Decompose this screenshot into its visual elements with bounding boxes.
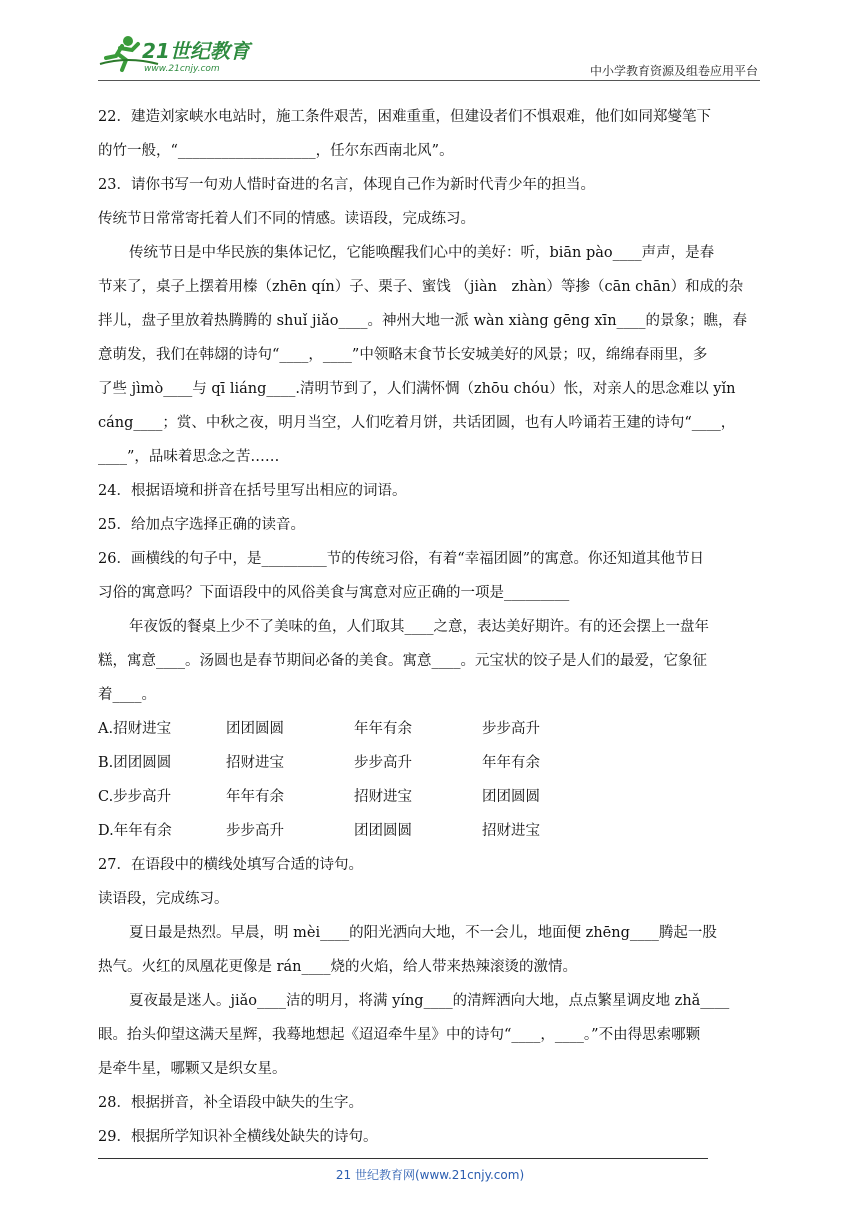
question-23: 23．请你书写一句劝人惜时奋进的名言，体现自己作为新时代青少年的担当。 xyxy=(98,177,595,193)
svg-text:www.21cnjy.com: www.21cnjy.com xyxy=(144,64,220,74)
question-26-line-2: 习俗的寓意吗？下面语段中的风俗美食与寓意对应正确的一项是_________ xyxy=(98,585,570,601)
document-body xyxy=(98,100,762,1154)
option-cell: C.步步高升 xyxy=(98,789,172,805)
passage-line: 着____。 xyxy=(98,687,156,703)
option-cell: 招财进宝 xyxy=(482,823,540,839)
passage-line: 夏夜最是迷人。jiǎo____洁的明月，将满 yíng____的清辉洒向大地，点点繁星调皮地 zhǎ____ xyxy=(129,993,730,1009)
passage-line: 传统节日是中华民族的集体记忆，它能唤醒我们心中的美好：听，biān pào____声声，是春 xyxy=(129,245,715,261)
passage-line: cáng____；赏、中秋之夜，明月当空，人们吃着月饼，共话团圆，也有人吟诵若王建的诗句“____， xyxy=(98,415,736,431)
passage-line: 眼。抬头仰望这满天星辉，我蓦地想起《迢迢牵牛星》中的诗句“____，____。”不由得思索哪颗 xyxy=(98,1027,701,1043)
option-c xyxy=(98,780,762,814)
option-cell: 年年有余 xyxy=(482,755,540,771)
passage-intro: 传统节日常常寄托着人们不同的情感。读语段，完成练习。 xyxy=(98,211,475,227)
question-22-line-1: 22．建造刘家峡水电站时，施工条件艰苦，困难重重，但建设者们不惧艰难，他们如同郑燮笔下 xyxy=(98,109,711,125)
option-d xyxy=(98,814,762,848)
footer-divider xyxy=(98,1158,708,1159)
passage-line: 夏日最是热烈。早晨，明 mèi____的阳光洒向大地，不一会儿，地面便 zhēng____腾起一股 xyxy=(129,925,717,941)
header-divider xyxy=(98,80,760,81)
passage-line: 了些 jìmò____与 qī liáng____.清明节到了，人们满怀惆（zhōu chóu）怅，对亲人的思念难以 yǐn xyxy=(98,381,736,397)
option-cell: 步步高升 xyxy=(482,721,540,737)
option-b xyxy=(98,746,762,780)
passage-line: 糕，寓意____。汤圆也是春节期间必备的美食。寓意____。元宝状的饺子是人们的最爱，它象征 xyxy=(98,653,707,669)
question-25: 25．给加点字选择正确的读音。 xyxy=(98,517,305,533)
passage-line: 年夜饭的餐桌上少不了美味的鱼，人们取其____之意，表达美好期许。有的还会摆上一盘年 xyxy=(129,619,709,635)
passage-line: 意萌发，我们在韩翃的诗句“____，____”中领略末食节长安城美好的风景；叹，绵绵春雨里，多 xyxy=(98,347,708,363)
footer-link[interactable]: 21 世纪教育网(www.21cnjy.com) xyxy=(335,1168,525,1182)
question-29: 29．根据所学知识补全横线处缺失的诗句。 xyxy=(98,1129,378,1145)
page-header xyxy=(98,30,760,82)
option-cell: 招财进宝 xyxy=(354,789,412,805)
question-22-line-2: 的竹一般，“___________________，任尔东西南北风”。 xyxy=(98,143,454,159)
option-cell: 年年有余 xyxy=(226,789,284,805)
option-cell: D.年年有余 xyxy=(98,823,172,839)
question-24: 24．根据语境和拼音在括号里写出相应的词语。 xyxy=(98,483,407,499)
passage-line: 是牵牛星，哪颗又是织女星。 xyxy=(98,1061,287,1077)
option-cell: A.招财进宝 xyxy=(98,721,172,737)
passage-line: 节来了，桌子上摆着用榛（zhēn qín）子、栗子、蜜饯 （jiàn zhàn）等掺（cān chān）和成的杂 xyxy=(98,279,744,295)
option-cell: 年年有余 xyxy=(354,721,412,737)
option-cell: 团团圆圆 xyxy=(482,789,540,805)
passage-line: 拌儿，盘子里放着热腾腾的 shuǐ jiǎo____。神州大地一派 wàn xiàng gēng xīn____的景象；瞧，春 xyxy=(98,313,748,329)
option-a xyxy=(98,712,762,746)
option-cell: B.团团圆圆 xyxy=(98,755,172,771)
option-cell: 步步高升 xyxy=(226,823,284,839)
question-28: 28．根据拼音，补全语段中缺失的生字。 xyxy=(98,1095,363,1111)
option-cell: 团团圆圆 xyxy=(226,721,284,737)
passage-intro: 读语段，完成练习。 xyxy=(98,891,229,907)
option-cell: 步步高升 xyxy=(354,755,412,771)
question-26-line-1: 26．画横线的句子中，是_________节的传统习俗，有着“幸福团圆”的寓意。你还知道其他节日 xyxy=(98,551,705,567)
passage-line: 热气。火红的凤凰花更像是 rán____烧的火焰，给人带来热辣滚烫的激情。 xyxy=(98,959,578,975)
option-cell: 团团圆圆 xyxy=(354,823,412,839)
question-27: 27．在语段中的横线处填写合适的诗句。 xyxy=(98,857,363,873)
site-logo xyxy=(98,34,268,74)
platform-name: 中小学教育资源及组卷应用平台 xyxy=(589,64,758,78)
option-cell: 招财进宝 xyxy=(226,755,284,771)
svg-text:21世纪教育: 21世纪教育 xyxy=(142,39,250,63)
passage-line: ____”，品味着思念之苦…… xyxy=(98,449,280,465)
